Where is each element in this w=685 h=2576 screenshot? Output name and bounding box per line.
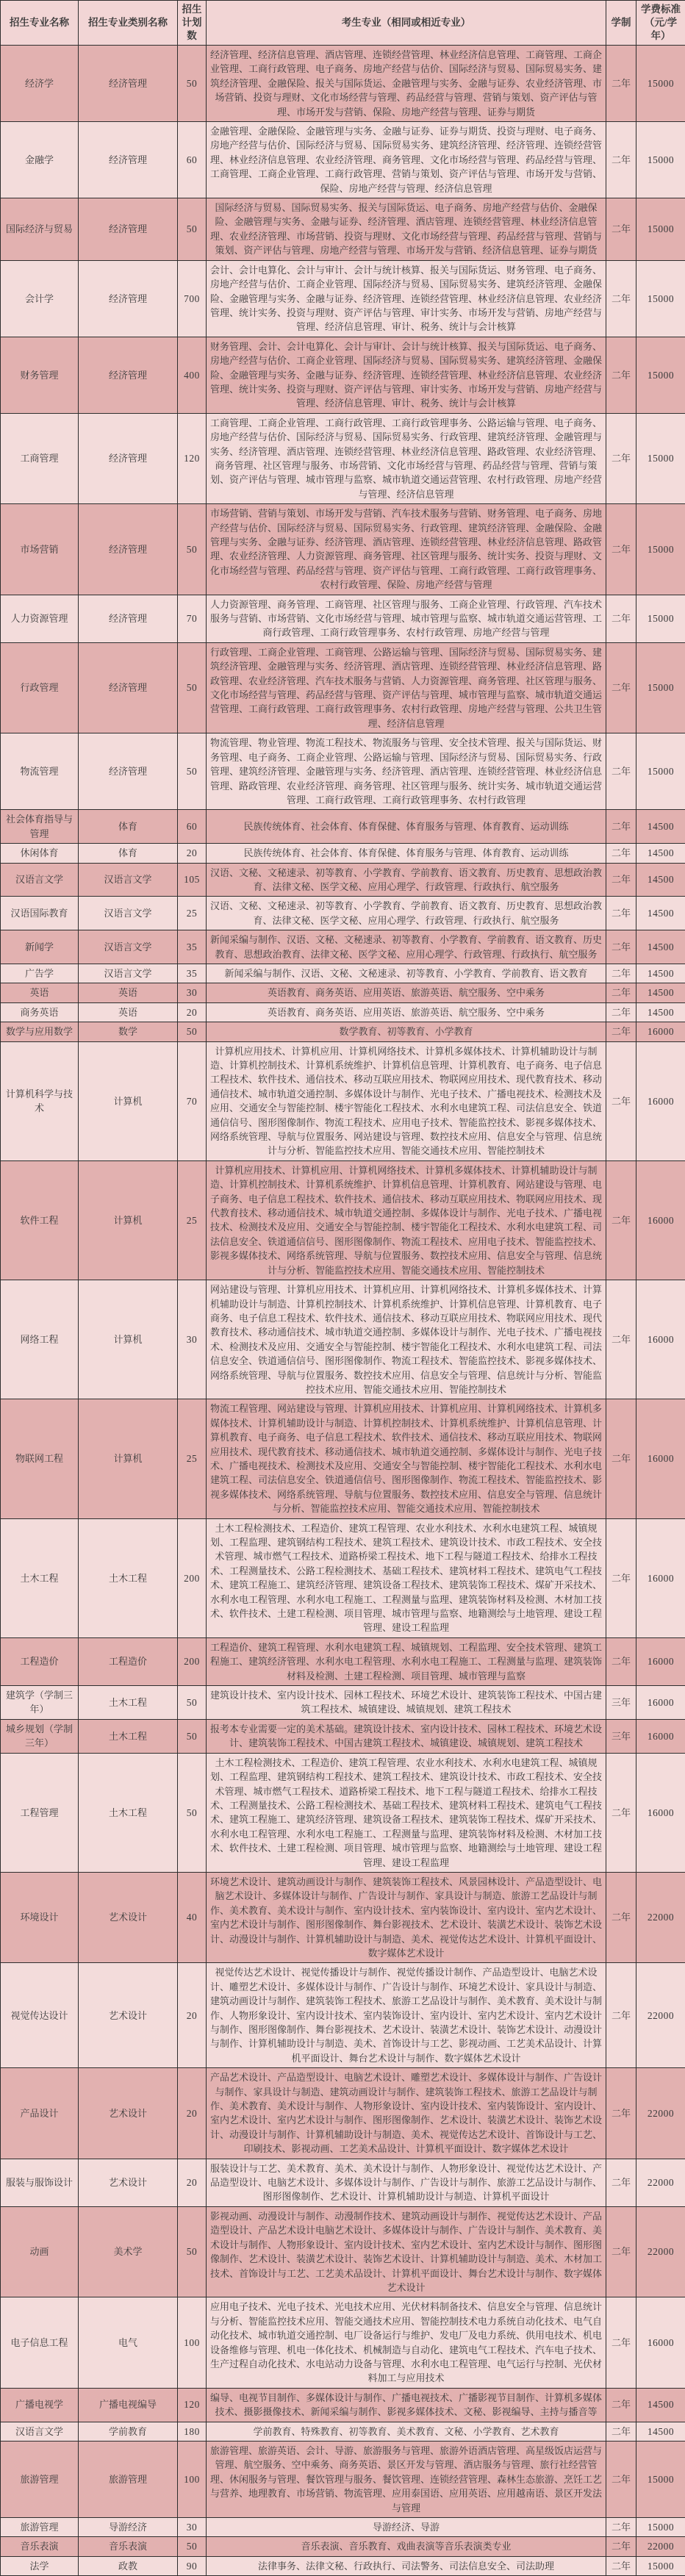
cell-fee: 14500 xyxy=(636,1002,685,1022)
table-row xyxy=(1,897,685,930)
cell-majors: 工商管理、工商企业管理、工商行政管理、工商行政管理事务、公路运输与管理、电子商务、房地产经营与估价、国际经济与贸易、国际贸易实务、行政管理、建筑经济管理、金融管理与实务、经济管理、酒店管理、连锁经营管理、林业经济信息管理、路政管理、农业经济管理、商务管理、社区管理与服务、市场营销、文化市场经营与管理、药品经营与管理、营销与策划、资产评估与管理、城市管理与监察、城市轨道交通运营管理、农村行政管理、房地产经营与管理、经济信息管理 xyxy=(207,413,606,503)
table-row xyxy=(1,1399,685,1518)
cell-majors: 导游经济、导游 xyxy=(207,2518,606,2537)
cell-years: 二年 xyxy=(606,930,636,964)
cell-category: 经济管理 xyxy=(79,260,178,337)
cell-plan: 50 xyxy=(178,642,207,733)
table-row xyxy=(1,260,685,337)
cell-category: 英语 xyxy=(79,1002,178,1022)
cell-years: 二年 xyxy=(606,46,636,122)
cell-majors: 国际经济与贸易、国际贸易实务、报关与国际货运、电子商务、房地产经营与估价、金融保险、金融管理与实务、金融与证券、经济管理、酒店管理、连锁经营管理、林业经济信息管理、农业经济管理、市场营销、投资与理财、文化市场经营与管理、药品经营与管理、营销与策划、资产评估与管理、房地产经营与管理、市场开发与营销、经济信息管理、证券与期货 xyxy=(207,198,606,261)
cell-majors: 数学教育、初等教育、小学教育 xyxy=(207,1022,606,1041)
table-row xyxy=(1,122,685,198)
cell-years: 二年 xyxy=(606,2537,636,2556)
cell-major: 旅游管理 xyxy=(1,2518,79,2537)
cell-plan: 120 xyxy=(178,413,207,503)
cell-category: 体育 xyxy=(79,810,178,844)
cell-fee: 15000 xyxy=(636,733,685,810)
cell-plan: 700 xyxy=(178,260,207,337)
cell-years: 二年 xyxy=(606,2518,636,2537)
cell-category: 学前教育 xyxy=(79,2422,178,2441)
cell-years: 二年 xyxy=(606,2206,636,2297)
cell-major: 环境设计 xyxy=(1,1872,79,1962)
cell-plan: 100 xyxy=(178,2441,207,2517)
cell-fee: 14500 xyxy=(636,844,685,863)
cell-fee: 16000 xyxy=(636,2297,685,2388)
cell-years: 二年 xyxy=(606,595,636,642)
header-majors: 考生专业（相同或相近专业） xyxy=(207,1,606,46)
cell-plan: 400 xyxy=(178,337,207,413)
cell-category: 音乐表演 xyxy=(79,2537,178,2556)
cell-fee: 14500 xyxy=(636,2388,685,2422)
cell-fee: 16000 xyxy=(636,1753,685,1872)
cell-major: 城乡规划（学制三年） xyxy=(1,1719,79,1753)
cell-fee: 15000 xyxy=(636,337,685,413)
cell-fee: 16000 xyxy=(636,1518,685,1637)
cell-major: 工商管理 xyxy=(1,413,79,503)
cell-category: 经济管理 xyxy=(79,504,178,595)
cell-major: 国际经济与贸易 xyxy=(1,198,79,261)
cell-years: 二年 xyxy=(606,1002,636,1022)
cell-majors: 汉语、文秘、文秘速录、初等教育、小学教育、学前教育、语文教育、历史教育、思想政治教育、法律文秘、医学文秘、应用心理学、行政管理、行政执行、航空服务 xyxy=(207,863,606,897)
cell-major: 行政管理 xyxy=(1,642,79,733)
cell-category: 土木工程 xyxy=(79,1719,178,1753)
cell-fee: 22000 xyxy=(636,2068,685,2159)
cell-fee: 15000 xyxy=(636,198,685,261)
cell-fee: 15000 xyxy=(636,122,685,198)
table-row xyxy=(1,1041,685,1160)
cell-plan: 70 xyxy=(178,595,207,642)
table-row xyxy=(1,198,685,261)
cell-plan: 50 xyxy=(178,733,207,810)
cell-major: 土木工程 xyxy=(1,1518,79,1637)
cell-years: 二年 xyxy=(606,2159,636,2206)
cell-fee: 16000 xyxy=(636,1719,685,1753)
cell-fee: 16000 xyxy=(636,1022,685,1041)
cell-category: 土木工程 xyxy=(79,1753,178,1872)
cell-category: 汉语言文学 xyxy=(79,897,178,930)
cell-fee: 15000 xyxy=(636,46,685,122)
cell-plan: 50 xyxy=(178,1686,207,1720)
cell-category: 经济管理 xyxy=(79,198,178,261)
cell-plan: 50 xyxy=(178,2537,207,2556)
cell-plan: 100 xyxy=(178,2297,207,2388)
cell-major: 财务管理 xyxy=(1,337,79,413)
header-row xyxy=(1,1,685,46)
cell-major: 服装与服饰设计 xyxy=(1,2159,79,2206)
cell-majors: 建筑设计技术、室内设计技术、园林工程技术、环境艺术设计、建筑装饰工程技术、中国古建筑工程技术、城镇建设、城镇规划、建筑工程技术 xyxy=(207,1686,606,1720)
cell-category: 艺术设计 xyxy=(79,2159,178,2206)
cell-category: 计算机 xyxy=(79,1280,178,1399)
table-row xyxy=(1,2388,685,2422)
table-row xyxy=(1,1753,685,1872)
cell-fee: 15000 xyxy=(636,260,685,337)
cell-majors: 物流管理、物业管理、物流工程技术、物流服务与管理、安全技术管理、报关与国际货运、财务管理、电子商务、工商企业管理、公路运输与管理、国际经济与贸易、国际贸易实务、行政管理、建筑经济管理、金融管理与实务、经济管理、酒店管理、连锁经营管理、林业经济信息管理、路政管理、农业经济管理、商务管理、社区管理与服务、统计实务、城市轨道交通运营管理、工商行政管理、工商行政管理事务、农村行政管理 xyxy=(207,733,606,810)
cell-category: 土木工程 xyxy=(79,1686,178,1720)
table-row xyxy=(1,1002,685,1022)
cell-majors: 市场营销、营销与策划、市场开发与营销、汽车技术服务与营销、财务管理、电子商务、房地产经营与估价、国际经济与贸易、国际贸易实务、行政管理、建筑经济管理、金融保险、金融管理与实务、金融与证券、经济管理、酒店管理、连锁经营管理、林业经济信息管理、路政管理、农业经济管理、人力资源管理、商务管理、社区管理与服务、统计实务、投资与理财、文化市场经营与管理、药品经营与管理、资产评估与管理、工商行政管理、工商行政管理事务、农村行政管理、保险、房地产经营与管理 xyxy=(207,504,606,595)
cell-years: 二年 xyxy=(606,2297,636,2388)
cell-majors: 计算机应用技术、计算机应用、计算机网络技术、计算机多媒体技术、计算机辅助设计与制造、计算机控制技术、计算机系统维护、计算机信息管理、计算机教育、网站建设与管理、电子商务、电子信息工程技术、软件技术、通信技术、移动互联应用技术、物联网应用技术、现代教育技术、移动通信技术、城市轨道交通控制、多媒体设计与制作、光电子技术、广播电视技术、检测技术及应用、交通安全与智能控制、楼宇智能化工程技术、水利水电建筑工程、司法信息安全、铁道通信信号、图形图像制作、物流工程技术、应用电子技术、智能监控技术、影视多媒体技术、网络系统管理、导航与位置服务、数控技术应用、信息安全与管理、信息统计与分析、智能监控技术应用、智能交通技术应用、智能控制技术 xyxy=(207,1160,606,1280)
table-row xyxy=(1,595,685,642)
cell-major: 网络工程 xyxy=(1,1280,79,1399)
cell-years: 二年 xyxy=(606,844,636,863)
cell-plan: 25 xyxy=(178,1160,207,1280)
cell-fee: 15000 xyxy=(636,2556,685,2575)
cell-majors: 民族传统体育、社会体育、体育保健、体育服务与管理、体育教育、运动训练 xyxy=(207,810,606,844)
cell-majors: 视觉传达艺术设计、视觉传播设计与制作、视觉传播设计制作、产品造型设计、电脑艺术设计、雕塑艺术设计、多媒体设计与制作、广告设计与制作、环境艺术设计、家具设计与制造、建筑动画设计与制作、建筑装饰工程技术、旅游工艺品设计与制作、美术教育、美术设计与制作、人物形象设计、室内设计技术、室内装饰设计、室内设计、室内艺术设计、室内艺术设计与制作、图形图像制作、舞台影视技术、艺术设计、装潢艺术设计、装饰艺术设计、动漫设计与制作、计算机辅助设计与制造、美术、首饰设计与工艺、影视动画、工艺美术品设计、计算机平面设计、舞台艺术设计与制作、数字媒体艺术设计 xyxy=(207,1963,606,2068)
cell-major: 建筑学（学制三年） xyxy=(1,1686,79,1720)
cell-years: 二年 xyxy=(606,337,636,413)
cell-years: 二年 xyxy=(606,810,636,844)
cell-years: 二年 xyxy=(606,198,636,261)
cell-plan: 60 xyxy=(178,810,207,844)
cell-years: 二年 xyxy=(606,1399,636,1518)
cell-plan: 35 xyxy=(178,930,207,964)
cell-plan: 25 xyxy=(178,1399,207,1518)
table-row xyxy=(1,2422,685,2441)
cell-majors: 物流工程管理、网站建设与管理、计算机应用技术、计算机应用、计算机网络技术、计算机多媒体技术、计算机辅助设计与制造、计算机控制技术、计算机系统维护、计算机信息管理、计算机教育、电子商务、电子信息工程技术、软件技术、通信技术、移动互联应用技术、物联网应用技术、现代教育技术、移动通信技术、城市轨道交通控制、多媒体设计与制作、光电子技术、广播电视技术、检测技术及应用、交通安全与智能控制、楼宇智能化工程技术、水利水电建筑工程、司法信息安全、铁道通信信号、图形图像制作、物流工程技术、智能监控技术、影视多媒体技术、网络系统管理、导航与位置服务、数控技术应用、信息安全与管理、信息统计与分析、智能监控技术应用、智能交通技术应用、智能控制技术 xyxy=(207,1399,606,1518)
cell-category: 经济管理 xyxy=(79,337,178,413)
cell-fee: 15000 xyxy=(636,595,685,642)
cell-major: 广告学 xyxy=(1,964,79,983)
cell-category: 经济管理 xyxy=(79,122,178,198)
cell-major: 音乐表演 xyxy=(1,2537,79,2556)
cell-major: 数学与应用数学 xyxy=(1,1022,79,1041)
cell-plan: 40 xyxy=(178,1872,207,1962)
table-row xyxy=(1,1518,685,1637)
cell-major: 物联网工程 xyxy=(1,1399,79,1518)
cell-fee: 15000 xyxy=(636,2518,685,2537)
table-row xyxy=(1,1022,685,1041)
cell-category: 导游经济 xyxy=(79,2518,178,2537)
cell-plan: 25 xyxy=(178,897,207,930)
cell-fee: 16000 xyxy=(636,1160,685,1280)
header-plan: 招生计划数 xyxy=(178,1,207,46)
cell-plan: 30 xyxy=(178,1280,207,1399)
cell-category: 英语 xyxy=(79,983,178,1002)
cell-category: 土木工程 xyxy=(79,1518,178,1637)
table-row xyxy=(1,2068,685,2159)
cell-years: 二年 xyxy=(606,1963,636,2068)
cell-fee: 16000 xyxy=(636,1399,685,1518)
cell-fee: 14500 xyxy=(636,810,685,844)
cell-majors: 报考本专业需要一定的美术基础。建筑设计技术、室内设计技术、园林工程技术、环境艺术设计、建筑装饰工程技术、中国古建筑工程技术、城镇建设、城镇规划、建筑工程技术 xyxy=(207,1719,606,1753)
cell-major: 经济学 xyxy=(1,46,79,122)
cell-plan: 50 xyxy=(178,198,207,261)
table-row xyxy=(1,413,685,503)
cell-plan: 120 xyxy=(178,2388,207,2422)
table-row xyxy=(1,2556,685,2575)
table-body xyxy=(1,46,685,2576)
cell-category: 计算机 xyxy=(79,1399,178,1518)
cell-majors: 英语教育、商务英语、应用英语、旅游英语、航空服务、空中乘务 xyxy=(207,983,606,1002)
cell-plan: 50 xyxy=(178,504,207,595)
cell-majors: 汉语、文秘、文秘速录、初等教育、小学教育、学前教育、语文教育、历史教育、思想政治教育、法律文秘、医学文秘、应用心理学、行政管理、行政执行、航空服务 xyxy=(207,897,606,930)
table-row xyxy=(1,2206,685,2297)
cell-fee: 14500 xyxy=(636,863,685,897)
table-row xyxy=(1,1637,685,1685)
cell-years: 二年 xyxy=(606,1637,636,1685)
cell-plan: 50 xyxy=(178,1022,207,1041)
cell-category: 政教 xyxy=(79,2556,178,2575)
cell-major: 休闲体育 xyxy=(1,844,79,863)
cell-majors: 经济管理、经济信息管理、酒店管理、连锁经营管理、林业经济信息管理、工商管理、工商企业管理、工商行政管理、电子商务、房地产经营与估价、国际经济与贸易、国际贸易实务、建筑经济管理、金融保险、报关与国际货运、金融管理与实务、金融与证券、农业经济管理、市场营销、投资与理财、文化市场经营与管理、药品经营与管理、营销与策划、资产评估与管理、市场开发与营销、保险、房地产经营与管理、证券与期货 xyxy=(207,46,606,122)
cell-major: 汉语国际教育 xyxy=(1,897,79,930)
cell-years: 二年 xyxy=(606,2422,636,2441)
cell-majors: 音乐表演、音乐教育、戏曲表演等音乐表演类专业 xyxy=(207,2537,606,2556)
cell-major: 会计学 xyxy=(1,260,79,337)
cell-majors: 民族传统体育、社会体育、体育保健、体育服务与管理、体育教育、运动训练 xyxy=(207,844,606,863)
cell-years: 二年 xyxy=(606,1160,636,1280)
cell-years: 二年 xyxy=(606,2068,636,2159)
table-row xyxy=(1,1686,685,1720)
cell-category: 经济管理 xyxy=(79,733,178,810)
cell-major: 工程造价 xyxy=(1,1637,79,1685)
cell-major: 市场营销 xyxy=(1,504,79,595)
cell-years: 二年 xyxy=(606,2388,636,2422)
cell-major: 社会体育指导与管理 xyxy=(1,810,79,844)
table-row xyxy=(1,1280,685,1399)
cell-major: 新闻学 xyxy=(1,930,79,964)
header-category: 招生专业类别名称 xyxy=(79,1,178,46)
cell-plan: 20 xyxy=(178,2159,207,2206)
cell-years: 二年 xyxy=(606,2441,636,2517)
table-row xyxy=(1,337,685,413)
cell-fee: 22000 xyxy=(636,1872,685,1962)
cell-category: 工程造价 xyxy=(79,1637,178,1685)
cell-plan: 50 xyxy=(178,1753,207,1872)
header-major: 招生专业名称 xyxy=(1,1,79,46)
cell-years: 二年 xyxy=(606,1022,636,1041)
table-row xyxy=(1,964,685,983)
table-row xyxy=(1,930,685,964)
table-row xyxy=(1,844,685,863)
cell-major: 视觉传达设计 xyxy=(1,1963,79,2068)
cell-majors: 财务管理、会计、会计电算化、会计与审计、会计与统计核算、报关与国际货运、电子商务、房地产经营与估价、工商企业管理、国际经济与贸易、国际贸易实务、建筑经济管理、金融保险、金融管理与实务、金融与证券、经济管理、连锁经营管理、林业经济信息管理、农业经济管理、统计实务、投资与理财、资产评估与管理、审计实务、市场开发与营销、房地产经营与管理、经济信息管理、审计、税务、统计与会计核算 xyxy=(207,337,606,413)
cell-category: 汉语言文学 xyxy=(79,863,178,897)
cell-majors: 编导、电视节目制作、多媒体设计与制作、广播电视技术、广播影视节目制作、计算机多媒体技术、摄影摄像技术、新闻采编与制作、影视多媒体技术、文秘、影视编导、主持与播音等 xyxy=(207,2388,606,2422)
cell-majors: 学前教育、特殊教育、初等教育、美术教育、文秘、小学教育、艺术教育 xyxy=(207,2422,606,2441)
table-row xyxy=(1,1160,685,1280)
cell-category: 经济管理 xyxy=(79,595,178,642)
table-row xyxy=(1,2518,685,2537)
cell-majors: 旅游管理、旅游英语、会计、导游、旅游服务与管理、旅游外语酒店管理、高星级饭店运营与管理、航空服务、空中乘务、商务英语、景区开发与管理、酒店服务与管理、旅行社经营管理、休闲服务与管理、餐饮管理与服务、餐饮管理、连锁经营管理、森林生态旅游、烹饪工艺与营养、地理教育、市场营销、物流管理、应用泰国语、应用英语、应用越南语、景区开发法与管理 xyxy=(207,2441,606,2517)
table-row xyxy=(1,2159,685,2206)
cell-majors: 新闻采编与制作、汉语、文秘、文秘速录、初等教育、小学教育、学前教育、语文教育 xyxy=(207,964,606,983)
cell-years: 二年 xyxy=(606,1753,636,1872)
cell-years: 二年 xyxy=(606,642,636,733)
cell-majors: 影视动画、动漫设计与制作、动漫制作技术、建筑动画设计与制作、视觉传达艺术设计、产品造型设计、产品艺术设计电脑艺术设计、多媒体设计与制作、广告设计与制作、美术教育、美术设计与制作、人物形象设计、室内设计技术、室内艺术设计、室内艺术设计与制作、图形图像制作、艺术设计、装潢艺术设计、装饰艺术设计、计算机辅助设计与制造、美术、木材加工技术、首饰设计与工艺、工艺美术品设计、计算机平面设计、舞台艺术设计与制作、数字媒体艺术设计 xyxy=(207,2206,606,2297)
cell-majors: 环境艺术设计、建筑动画设计与制作、建筑装饰工程技术、风景园林设计、产品造型设计、电脑艺术设计、多媒体设计与制作、广告设计与制作、家具设计与制造、旅游工艺品设计与制作、美术教育、美术设计与制作、室内设计技术、室内装饰设计、室内设计、室内艺术设计、室内艺术设计与制作、图形图像制作、舞台影视技术、艺术设计、装潢艺术设计、装饰艺术设计、动漫设计与制作、计算机辅助设计与制造、美术、视觉传达艺术设计、计算机平面设计、数字媒体艺术设计 xyxy=(207,1872,606,1962)
cell-category: 数学 xyxy=(79,1022,178,1041)
cell-fee: 15000 xyxy=(636,2441,685,2517)
cell-fee: 22000 xyxy=(636,1963,685,2068)
table-row xyxy=(1,2297,685,2388)
cell-major: 人力资源管理 xyxy=(1,595,79,642)
cell-category: 美术学 xyxy=(79,2206,178,2297)
cell-plan: 200 xyxy=(178,1518,207,1637)
cell-majors: 工程造价、建筑工程管理、水利水电建筑工程、城镇规划、工程监理、安全技术管理、建筑工程施工、建筑经济管理、水利水电工程管理、水利水电工程施工、工程测量与监理、建筑装饰材料及检测、土建工程检测、项目管理、城市管理与监察 xyxy=(207,1637,606,1685)
cell-years: 二年 xyxy=(606,260,636,337)
table-row xyxy=(1,810,685,844)
cell-fee: 14500 xyxy=(636,983,685,1002)
cell-majors: 法律事务、法律文秘、行政执行、司法警务、司法信息安全、司法助理 xyxy=(207,2556,606,2575)
cell-major: 汉语言文学 xyxy=(1,863,79,897)
table-row xyxy=(1,2441,685,2517)
cell-fee: 15000 xyxy=(636,642,685,733)
cell-plan: 20 xyxy=(178,1963,207,2068)
cell-years: 二年 xyxy=(606,863,636,897)
cell-majors: 计算机应用技术、计算机应用、计算机网络技术、计算机多媒体技术、计算机辅助设计与制造、计算机控制技术、计算机系统维护、计算机信息管理、计算机教育、电子商务、电子信息工程技术、软件技术、通信技术、移动互联应用技术、物联网应用技术、现代教育技术、移动通信技术、城市轨道交通控制、多媒体设计与制作、光电子技术、广播电视技术、检测技术及应用、交通安全与智能控制、楼宇智能化工程技术、水利水电建筑工程、司法信息安全、铁道通信信号、图形图像制作、物流工程技术、应用电子技术、智能监控技术、影视多媒体技术、网络系统管理、导航与位置服务、网站建设与管理、数控技术应用、信息安全与管理、信息统计与分析、智能监控技术应用、智能交通技术应用、智能控制技术 xyxy=(207,1041,606,1160)
cell-plan: 30 xyxy=(178,2518,207,2537)
cell-plan: 200 xyxy=(178,1637,207,1685)
cell-category: 电气 xyxy=(79,2297,178,2388)
cell-fee: 14500 xyxy=(636,2422,685,2441)
cell-fee: 15000 xyxy=(636,504,685,595)
cell-category: 艺术设计 xyxy=(79,1963,178,2068)
cell-fee: 14500 xyxy=(636,930,685,964)
cell-major: 工程管理 xyxy=(1,1753,79,1872)
cell-years: 二年 xyxy=(606,983,636,1002)
cell-fee: 16000 xyxy=(636,1280,685,1399)
cell-major: 汉语言文学 xyxy=(1,2422,79,2441)
cell-category: 广播电视编导 xyxy=(79,2388,178,2422)
cell-plan: 180 xyxy=(178,2422,207,2441)
cell-category: 艺术设计 xyxy=(79,2068,178,2159)
cell-majors: 行政管理、工商企业管理、工商管理、公路运输与管理、国际经济与贸易、国际贸易实务、建筑经济管理、金融管理与实务、经济管理、酒店管理、连锁经营管理、林业经济信息管理、路政管理、农业经济管理、汽车技术服务与营销、人力资源管理、商务管理、社区管理与服务、文化市场经营与管理、药品经营与管理、资产评估与管理、城市管理与监察、城市轨道交通运营管理、工商行政管理、工商行政管理事务、农村行政管理、房地产经营与管理、公共卫生管理、经济信息管理 xyxy=(207,642,606,733)
cell-majors: 网站建设与管理、计算机应用技术、计算机应用、计算机网络技术、计算机多媒体技术、计算机辅助设计与制造、计算机控制技术、计算机系统维护、计算机信息管理、计算机教育、电子商务、电子信息工程技术、软件技术、通信技术、移动互联应用技术、物联网应用技术、现代教育技术、移动通信技术、城市轨道交通控制、多媒体设计与制作、光电子技术、广播电视技术、检测技术及应用、交通安全与智能控制、楼宇智能化工程技术、水利水电建筑工程、司法信息安全、铁道通信信号、图形图像制作、物流工程技术、智能监控技术、影视多媒体技术、网络系统管理、导航与位置服务、数控技术应用、信息安全与管理、信息统计与分析、智能监控技术应用、智能交通技术应用、智能控制技术 xyxy=(207,1280,606,1399)
cell-majors: 会计、会计电算化、会计与审计、会计与统计核算、报关与国际货运、财务管理、电子商务、房地产经营与估价、工商企业管理、国际经济与贸易、国际贸易实务、建筑经济管理、金融保险、金融管理与实务、金融与证券、经济管理、连锁经营管理、林业经济信息管理、农业经济管理、统计实务、投资与理财、资产评估与管理、审计实务、市场开发与营销、房地产经营与管理、经济信息管理、审计、税务、统计与会计核算 xyxy=(207,260,606,337)
cell-category: 艺术设计 xyxy=(79,1872,178,1962)
table-row xyxy=(1,1872,685,1962)
cell-plan: 50 xyxy=(178,1719,207,1753)
cell-plan: 50 xyxy=(178,2206,207,2297)
cell-years: 二年 xyxy=(606,1872,636,1962)
cell-fee: 15000 xyxy=(636,413,685,503)
cell-majors: 英语教育、商务英语、应用英语、旅游英语、航空服务、空中乘务 xyxy=(207,1002,606,1022)
cell-plan: 90 xyxy=(178,2556,207,2575)
cell-majors: 人力资源管理、商务管理、工商管理、社区管理与服务、工商企业管理、行政管理、汽车技术服务与营销、市场营销、文化市场经营与管理、城市管理与监察、城市轨道交通运营管理、工商行政管理、工商行政管理事务、农村行政管理、房地产经营与管理 xyxy=(207,595,606,642)
cell-category: 经济管理 xyxy=(79,413,178,503)
cell-years: 二年 xyxy=(606,122,636,198)
cell-majors: 土木工程检测技术、工程造价、建筑工程管理、农业水利技术、水利水电建筑工程、城镇规划、工程监理、建筑钢结构工程技术、建筑工程技术、建筑设计技术、市政工程技术、安全技术管理、城市燃气工程技术、道路桥梁工程技术、地下工程与隧道工程技术、给排水工程技术、工程测量技术、公路工程检测技术、基础工程技术、建筑材料工程技术、建筑电气工程技术、建筑工程施工、建筑经济管理、建筑设备工程技术、建筑装饰工程技术、煤矿开采技术、水利水电工程管理、水利水电工程施工、工程测量与监理、建筑装饰材料及检测、木材加工技术、软件技术、土建工程检测、项目管理、城市管理与监察、地籍测绘与土地管理、建设工程管理、建设工程监理 xyxy=(207,1753,606,1872)
cell-major: 法学 xyxy=(1,2556,79,2575)
cell-majors: 新闻采编与制作、汉语、文秘、文秘速录、初等教育、小学教育、学前教育、语文教育、历史教育、思想政治教育、法律文秘、医学文秘、应用心理学、行政管理、行政执行、航空服务 xyxy=(207,930,606,964)
cell-years: 二年 xyxy=(606,1041,636,1160)
cell-major: 产品设计 xyxy=(1,2068,79,2159)
table-row xyxy=(1,46,685,122)
cell-plan: 60 xyxy=(178,122,207,198)
table-row xyxy=(1,2537,685,2556)
cell-major: 软件工程 xyxy=(1,1160,79,1280)
cell-plan: 50 xyxy=(178,46,207,122)
table-row xyxy=(1,863,685,897)
table-row xyxy=(1,983,685,1002)
cell-fee: 22000 xyxy=(636,2537,685,2556)
cell-years: 二年 xyxy=(606,897,636,930)
cell-majors: 金融管理、金融保险、金融管理与实务、金融与证券、证券与期货、投资与理财、电子商务、房地产经营与估价、国际经济与贸易、国际贸易实务、建筑经济管理、经济管理、连锁经营管理、林业经济信息管理、农业经济管理、商务管理、文化市场经营与管理、药品经营与管理、工商管理、工商企业管理、工商行政管理、营销与策划、资产评估与管理、市场开发与营销、保险、房地产经营与管理、经济信息管理 xyxy=(207,122,606,198)
cell-fee: 16000 xyxy=(636,1686,685,1720)
cell-fee: 16000 xyxy=(636,1637,685,1685)
cell-years: 二年 xyxy=(606,1280,636,1399)
cell-years: 二年 xyxy=(606,964,636,983)
cell-majors: 土木工程检测技术、工程造价、建筑工程管理、农业水利技术、水利水电建筑工程、城镇规划、工程监理、建筑钢结构工程技术、建筑工程技术、建筑设计技术、市政工程技术、安全技术管理、城市燃气工程技术、道路桥梁工程技术、地下工程与隧道工程技术、给排水工程技术、工程测量技术、公路工程检测技术、基础工程技术、建筑材料工程技术、建筑电气工程技术、建筑工程施工、建筑经济管理、建筑设备工程技术、建筑装饰工程技术、煤矿开采技术、水利水电工程管理、水利水电工程施工、工程测量与监理、建筑装饰材料及检测、木材加工技术、软件技术、土建工程检测、项目管理、城市管理与监察、地籍测绘与土地管理、建设工程管理、建设工程监理 xyxy=(207,1518,606,1637)
cell-plan: 105 xyxy=(178,863,207,897)
cell-major: 物流管理 xyxy=(1,733,79,810)
cell-majors: 应用电子技术、光电子技术、光电技术应用、光伏材料制备技术、信息安全与管理、信息统计与分析、智能监控技术应用、智能交通技术应用、智能控制技术电力系统自动化技术、电气自动化技术、城市轨道交通控制、电厂设备运行与维护、发电厂及电力系统、供用电技术、机电设备维修与管理、机电一体化技术、机械制造与自动化、建筑电气工程技术、汽车电子技术、生产过程自动化技术、水电站动力设备与管理、水利水电工程管理、电气运行与控制、光伏材料加工与应用技术 xyxy=(207,2297,606,2388)
cell-major: 广播电视学 xyxy=(1,2388,79,2422)
cell-fee: 16000 xyxy=(636,1041,685,1160)
table-row xyxy=(1,642,685,733)
cell-category: 体育 xyxy=(79,844,178,863)
cell-plan: 20 xyxy=(178,1002,207,1022)
cell-major: 商务英语 xyxy=(1,1002,79,1022)
cell-years: 三年 xyxy=(606,1719,636,1753)
cell-years: 二年 xyxy=(606,2556,636,2575)
cell-category: 旅游管理 xyxy=(79,2441,178,2517)
cell-category: 计算机 xyxy=(79,1041,178,1160)
cell-years: 二年 xyxy=(606,733,636,810)
cell-category: 经济管理 xyxy=(79,46,178,122)
table-row xyxy=(1,1719,685,1753)
cell-category: 经济管理 xyxy=(79,642,178,733)
cell-majors: 产品艺术设计、产品造型设计、电脑艺术设计、雕塑艺术设计、多媒体设计与制作、广告设计与制作、家具设计与制造、建筑动画设计与制作、建筑装饰工程技术、旅游工艺品设计与制作、美术教育、美术设计与制作、人物形象设计、室内设计技术、室内装饰设计、室内设计、室内艺术设计、室内艺术设计与制作、图形图像制作、艺术设计、装潢艺术设计、装饰艺术设计、动漫设计与制作、计算机辅助设计与制造、美术、视觉传达艺术设计、首饰设计与工艺、印刷技术、影视动画、工艺美术品设计、计算机平面设计、数字媒体艺术设计 xyxy=(207,2068,606,2159)
cell-years: 二年 xyxy=(606,1518,636,1637)
cell-fee: 22000 xyxy=(636,2159,685,2206)
cell-major: 金融学 xyxy=(1,122,79,198)
cell-major: 英语 xyxy=(1,983,79,1002)
cell-years: 二年 xyxy=(606,413,636,503)
cell-plan: 30 xyxy=(178,983,207,1002)
cell-fee: 14500 xyxy=(636,897,685,930)
cell-fee: 14500 xyxy=(636,964,685,983)
header-years: 学制 xyxy=(606,1,636,46)
cell-years: 二年 xyxy=(606,504,636,595)
cell-years: 三年 xyxy=(606,1686,636,1720)
table-row xyxy=(1,733,685,810)
cell-plan: 20 xyxy=(178,844,207,863)
cell-major: 电子信息工程 xyxy=(1,2297,79,2388)
header-fee: 学费标准（元/学年） xyxy=(636,1,685,46)
cell-fee: 22000 xyxy=(636,2206,685,2297)
cell-major: 计算机科学与技术 xyxy=(1,1041,79,1160)
cell-major: 旅游管理 xyxy=(1,2441,79,2517)
cell-majors: 服装设计与工艺、美术教育、美术、美术设计与制作、人物形象设计、视觉传达艺术设计、产品造型设计、电脑艺术设计、多媒体设计与制作、广告设计与制作、旅游工艺品设计与制作、图形图像制作、艺术设计、计算机辅助设计与制造、计算机平面设计 xyxy=(207,2159,606,2206)
cell-plan: 20 xyxy=(178,2068,207,2159)
cell-major: 动画 xyxy=(1,2206,79,2297)
cell-plan: 35 xyxy=(178,964,207,983)
table-row xyxy=(1,1963,685,2068)
table-row xyxy=(1,504,685,595)
cell-category: 计算机 xyxy=(79,1160,178,1280)
cell-plan: 70 xyxy=(178,1041,207,1160)
cell-category: 汉语言文学 xyxy=(79,964,178,983)
cell-category: 汉语言文学 xyxy=(79,930,178,964)
